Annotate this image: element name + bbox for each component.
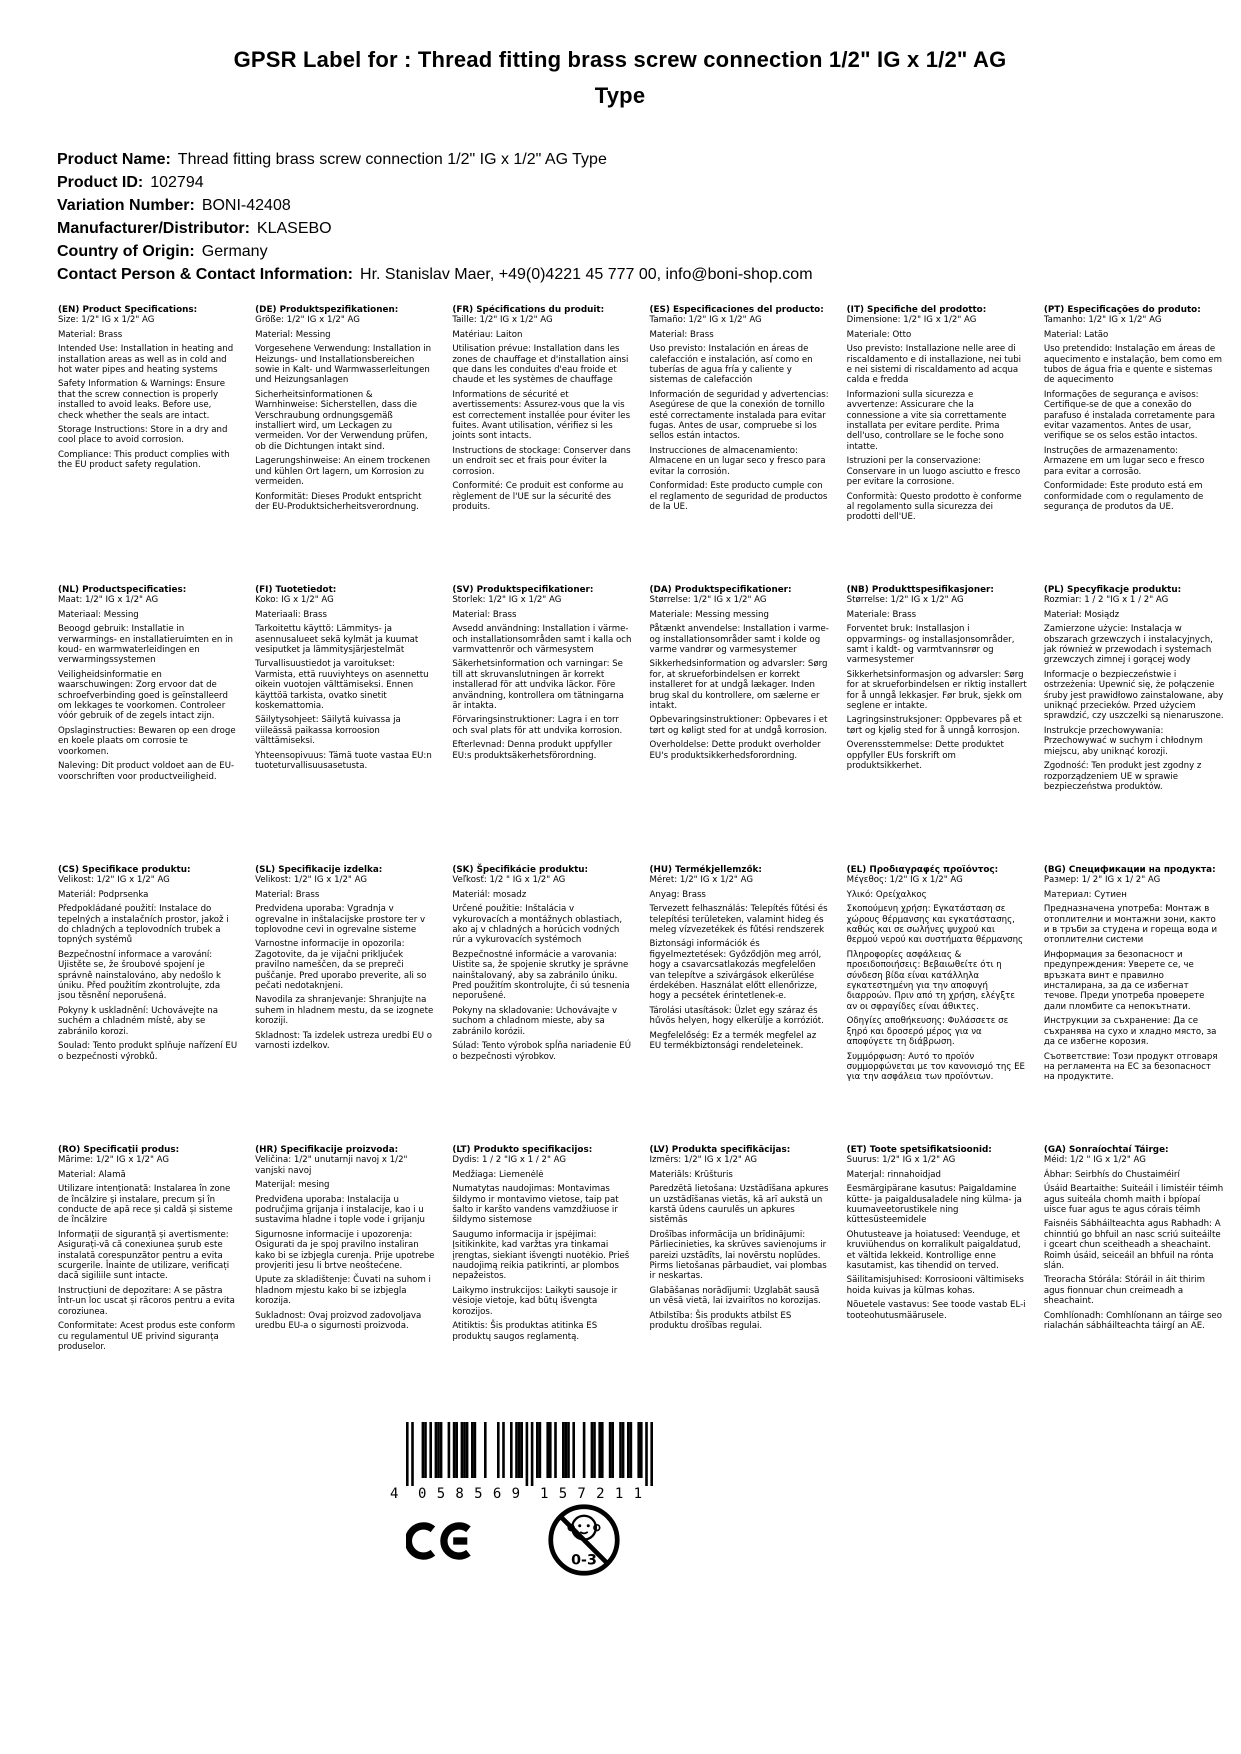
spec-paragraph: Informazioni sulla sicurezza e avvertenze: Assicurare che la connessione a vite sia correttamente installata per evitare perdite. Prima dell'uso, controllare se le foche sono intatte. [846, 389, 1007, 452]
spec-paragraph: Størrelse: 1/2" IG x 1/2" AG [846, 595, 964, 606]
language-heading: (EN) Product Specifications: [58, 305, 198, 315]
spec-paragraph: Vorgesehene Verwendung: Installation in Heizungs- und Installationsbereichen sowie in Kalt- und Warmwasserleitungen und Heizungsanlagen [255, 344, 432, 386]
product-field-value: Thread fitting brass screw connection 1/2" IG x 1/2" AG Type [177, 151, 607, 168]
product-field-label: Manufacturer/Distributor: [57, 220, 250, 237]
spec-paragraph: Avsedd användning: Installation i värme- och installationsområden samt i kalla och varmvattenrör och värmesystem [452, 624, 632, 656]
spec-paragraph: Conformidad: Este producto cumple con el reglamento de seguridad de productos de la UE. [649, 481, 828, 512]
page-title: GPSR Label for : Thread fitting brass screw connection 1/2" IG x 1/2" AG Type [233, 47, 1007, 108]
spec-paragraph: Beoogd gebruik: Installatie in verwarmings- en installatieruimten en in koud- en warmwaterleidingen en verwarmingssystemen [58, 624, 233, 666]
barcode-digit-group-2: 157211 [540, 1486, 642, 1502]
spec-paragraph: Instrucțiuni de depozitare: A se păstra într-un loc uscat și răcoros pentru a evita coroziunea. [58, 1285, 235, 1317]
spec-paragraph: Comhlíonadh: Comhlíonann an táirge seo rialachán sábháilteachta táirgí an AE. [1043, 1310, 1222, 1332]
language-block-bg [1044, 865, 1224, 1145]
spec-paragraph: Material: Brass [255, 889, 320, 900]
language-heading: (HU) Termékjellemzők: [649, 865, 762, 875]
language-block-ga [1044, 1145, 1224, 1425]
spec-paragraph: Utilisation prévue: Installation dans les zones de chauffage et d'installation ainsi que dans les conduites d'eau froide et chaude et les systèmes de chauffage [452, 344, 629, 386]
language-block-pl [1044, 585, 1224, 865]
spec-paragraph: Turvallisuustiedot ja varoitukset: Varmista, että ruuviyhteys on asennettu oikein vuotojen välttämiseksi. Ennen käyttöä tarkista, ovatko sinetit koskemattomia. [255, 659, 429, 712]
spec-paragraph: Material: Alamă [58, 1169, 126, 1180]
language-block-sv [452, 585, 632, 865]
language-block-pt [1044, 305, 1224, 585]
product-field-label: Product Name: [57, 151, 171, 168]
spec-paragraph: Rozmiar: 1 / 2 "IG x 1 / 2" AG [1043, 595, 1169, 606]
spec-paragraph: Tervezett felhasználás: Telepítés fűtési és telepítési területeken, valamint hideg és meleg vízvezetékek és fűtési rendszerek [649, 904, 828, 936]
barcode-lead-digit: 4 [390, 1486, 399, 1502]
spec-paragraph: Zgodność: Ten produkt jest zgodny z rozporządzeniem UE w sprawie bezpieczeństwa produktów. [1043, 761, 1202, 792]
spec-paragraph: Tamaño: 1/2" IG x 1/2" AG [649, 315, 762, 326]
language-block-it [847, 305, 1027, 585]
spec-paragraph: Predviđena uporaba: Instalacija u područjima grijanja i instalacije, kao i u sustavima hladne i tople vode i grijanju [255, 1194, 425, 1226]
spec-paragraph: Material: Latão [1043, 329, 1109, 340]
spec-paragraph: Materiaali: Brass [255, 609, 327, 620]
spec-paragraph: Méret: 1/2" IG x 1/2" AG [649, 875, 753, 886]
language-block-hu [650, 865, 830, 1145]
spec-paragraph: Utilizare intenționată: Instalarea în zone de încălzire și instalare, precum și în conducte de apă rece și caldă și sisteme de încălzire [58, 1184, 233, 1226]
spec-paragraph: Zamierzone użycie: Instalacja w obszarach grzewczych i instalacyjnych, jak również w przewodach i systemach grzewczych zimnej i gorącej wody [1043, 624, 1213, 666]
language-heading: (SV) Produktspecifikationer: [452, 585, 594, 595]
language-grid [58, 305, 1224, 1425]
spec-paragraph: Drošības informācija un brīdinājumi: Pārliecinieties, ka skrūves savienojums ir pareizi uzstādīts, lai novērstu noplūdes. Pirms lietošanas pārbaudiet, vai plombas ir neskartas. [649, 1229, 827, 1282]
spec-paragraph: Pokyny k uskladnění: Uchovávejte na suchém a chladném místě, aby se zabránilo korozi. [58, 1005, 218, 1037]
spec-paragraph: Glabāšanas norādījumi: Uzglabāt sausā un vēsā vietā, lai izvairītos no korozijas. [649, 1285, 821, 1307]
spec-paragraph: Materiāls: Krūšturis [649, 1169, 733, 1180]
spec-paragraph: Instruções de armazenamento: Armazene em um lugar seco e fresco para evitar a corrosão. [1043, 445, 1205, 477]
language-block-es [650, 305, 830, 585]
spec-paragraph: Velikost: 1/2" IG x 1/2" AG [58, 875, 170, 886]
spec-paragraph: Efterlevnad: Denna produkt uppfyller EU:s produktsäkerhetsförordning. [452, 740, 613, 761]
spec-paragraph: Velikost: 1/2" IG x 1/2" AG [255, 875, 367, 886]
spec-paragraph: Συμμόρφωση: Αυτό το προϊόν συμμορφώνεται με τον κανονισμό της ΕΕ για την ασφάλεια των προϊόντων. [846, 1051, 1025, 1083]
spec-paragraph: Atitiktis: Šis produktas atitinka ES produktų saugos reglamentą. [452, 1321, 598, 1342]
language-heading: (PT) Especificações do produto: [1043, 305, 1201, 315]
spec-paragraph: Laikymo instrukcijos: Laikyti sausoje ir vėsioje vietoje, kad būtų išvengta korozijos. [452, 1285, 618, 1317]
spec-paragraph: Naleving: Dit product voldoet aan de EU-voorschriften voor productveiligheid. [58, 761, 235, 782]
language-block-fi [255, 585, 435, 865]
spec-paragraph: Veľkosť: 1/2 " IG x 1/2" AG [452, 875, 566, 886]
language-block-fr [452, 305, 632, 585]
language-block-sk [452, 865, 632, 1145]
spec-paragraph: Ábhar: Seirbhís do Chustaiméirí [1043, 1169, 1180, 1180]
spec-paragraph: Lagringsinstruksjoner: Oppbevares på et tørt og kjølig sted for å unngå korrosjon. [846, 715, 1022, 736]
language-block-et [847, 1145, 1027, 1425]
spec-paragraph: Izmērs: 1/2" IG x 1/2" AG [649, 1155, 758, 1166]
spec-paragraph: Tamanho: 1/2" IG x 1/2" AG [1043, 315, 1162, 326]
spec-paragraph: Storage Instructions: Store in a dry and cool place to avoid corrosion. [58, 425, 228, 446]
spec-paragraph: Størrelse: 1/2" IG x 1/2" AG [649, 595, 767, 606]
spec-paragraph: Instrukcje przechowywania: Przechowywać w suchym i chłodnym miejscu, aby uniknąć korozji. [1043, 725, 1203, 757]
spec-paragraph: Varnostne informacije in opozorila: Zagotovite, da je vijačni priključek pravilno nameščen, da se prepreči puščanje. Pred uporabo preverite, ali so pečati nedotaknjeni. [255, 939, 427, 992]
language-block-nl [58, 585, 238, 865]
product-info [57, 148, 1187, 286]
age-range-label: 0-3 [571, 1552, 597, 1569]
language-heading: (GA) Sonraíochtaí Táirge: [1043, 1145, 1169, 1155]
language-heading: (HR) Specifikacije proizvoda: [255, 1145, 399, 1155]
spec-paragraph: Sukladnost: Ovaj proizvod zadovoljava uredbu EU-a o sigurnosti proizvoda. [255, 1310, 422, 1332]
language-heading: (CS) Specifikace produktu: [58, 865, 191, 875]
spec-paragraph: Размер: 1/ 2" IG x 1/ 2" AG [1043, 875, 1161, 886]
spec-paragraph: Материал: Сутиен [1043, 889, 1127, 900]
product-field-label: Variation Number: [57, 197, 195, 214]
spec-paragraph: Forventet bruk: Installasjon i oppvarmings- og installasjonsområder, samt i kaldt- og varmtvannsrør og varmesystemer [846, 624, 1015, 666]
spec-paragraph: Veiligheidsinformatie en waarschuwingen: Zorg ervoor dat de schroefverbinding goed is geïnstalleerd om lekkages te voorkomen. Controleer vóór gebruik of de zegels intact zijn. [58, 669, 228, 722]
language-heading: (PL) Specyfikacje produktu: [1043, 585, 1182, 595]
spec-paragraph: Megfelelőség: Ez a termék megfelel az EU termékbiztonsági rendeleteinek. [649, 1030, 817, 1052]
language-heading: (BG) Спецификации на продукта: [1043, 865, 1216, 875]
spec-paragraph: Overholdelse: Dette produkt overholder EU's produktsikkerhedsforordning. [649, 740, 821, 761]
spec-paragraph: Veličina: 1/2" unutarnji navoj x 1/2" vanjski navoj [255, 1155, 408, 1176]
language-heading: (DE) Produktspezifikationen: [255, 305, 399, 315]
spec-paragraph: Uso previsto: Instalación en áreas de calefacción e instalación, así como en tuberías de agua fría y caliente y sistemas de calefacción [649, 344, 813, 386]
spec-paragraph: Lagerungshinweise: An einem trockenen und kühlen Ort lagern, um Korrosion zu vermeiden. [255, 456, 431, 488]
spec-paragraph: Safety Information & Warnings: Ensure that the screw connection is properly installed to avoid leaks. Before use, check whether the seals are intact. [58, 379, 225, 421]
spec-paragraph: Säkerhetsinformation och varningar: Se till att skruvanslutningen är korrekt installerad för att undvika läckor. Före användning, kontrollera om tätningarna är intakta. [452, 659, 624, 712]
spec-paragraph: Conformité: Ce produit est conforme au règlement de l'UE sur la sécurité des produits. [452, 481, 624, 512]
spec-paragraph: Opbevaringsinstruktioner: Opbevares i et tørt og køligt sted for at undgå korrosion. [649, 715, 828, 736]
spec-paragraph: Material: Brass [58, 329, 123, 340]
product-field-value: KLASEBO [256, 220, 332, 237]
language-heading: (ES) Especificaciones del producto: [649, 305, 824, 315]
spec-paragraph: Informații de siguranță și avertismente: Asigurați-vă că conexiunea șurub este instalată corespunzător pentru a evita scurgerile. Înainte de utilizare, verificați dacă sigiliile sunt intacte. [58, 1229, 230, 1282]
language-heading: (SK) Špecifikácie produktu: [452, 865, 589, 875]
product-field-value: 102794 [150, 174, 204, 191]
spec-paragraph: Conformitate: Acest produs este conform cu regulamentul UE privind siguranța produselor. [58, 1321, 236, 1352]
spec-paragraph: Atbilstība: Šis produkts atbilst ES produktu drošības regulai. [649, 1310, 792, 1332]
spec-paragraph: Informacje o bezpieczeństwie i ostrzeżenia: Upewnić się, że połączenie śruby jest prawidłowo zainstalowane, aby uniknąć przecieków. Przed użyciem sprawdzić, czy uszczelki są nienaruszone. [1043, 669, 1224, 722]
spec-paragraph: Medžiaga: Liemenėlė [452, 1169, 544, 1180]
language-heading: (IT) Specifiche del prodotto: [846, 305, 987, 315]
spec-paragraph: Material: Brass [649, 329, 714, 340]
spec-paragraph: Soulad: Tento produkt splňuje nařízení EU o bezpečnosti výrobků. [58, 1041, 238, 1062]
spec-paragraph: Biztonsági információk és figyelmeztetések: Győződjön meg arról, hogy a csavarcsatlakozás megfelelően van telepítve a szivárgások elkerülése érdekében. Használat előtt ellenőrizze, hogy a pecsétek érintetlenek-e. [649, 939, 822, 1002]
product-field-value: Hr. Stanislav Maer, +49(0)4221 45 777 00, info@boni-shop.com [360, 266, 813, 283]
spec-paragraph: Instrucciones de almacenamiento: Almacene en un lugar seco y fresco para evitar la corrosión. [649, 445, 826, 477]
spec-paragraph: Opslaginstructies: Bewaren op een droge en koele plaats om corrosie te voorkomen. [58, 725, 236, 757]
language-block-ro [58, 1145, 238, 1425]
language-heading: (EL) Προδιαγραφές προϊόντος: [846, 865, 999, 875]
spec-paragraph: Saugumo informacija ir įspėjimai: Įsitikinkite, kad varžtas yra tinkamai įrengtas, siekiant išvengti nuotėkio. Prieš naudojimą reikia patikrinti, ar plombos nepažeistos. [452, 1229, 630, 1282]
language-heading: (LT) Produkto specifikacijos: [452, 1145, 593, 1155]
spec-paragraph: Konformität: Dieses Produkt entspricht der EU-Produktsicherheitsverordnung. [255, 491, 422, 512]
spec-paragraph: Tárolási utasítások: Üzlet egy száraz és hűvös helyen, hogy elkerülje a korróziót. [649, 1005, 824, 1027]
spec-paragraph: Sikkerhedsinformation og advarsler: Sørg for, at skrueforbindelsen er korrekt installeret for at undgå lækager. Inden brug skal du kontrollere, om sælerne er intakt. [649, 659, 828, 712]
spec-paragraph: Съответствие: Този продукт отговаря на регламента на ЕС за безопасност на продуктите. [1043, 1051, 1218, 1083]
language-heading: (ET) Toote spetsifikatsioonid: [846, 1145, 992, 1155]
product-field-value: Germany [201, 243, 268, 260]
spec-paragraph: Suurus: 1/2" IG x 1/2" AG [846, 1155, 956, 1166]
spec-paragraph: Materiale: Messing messing [649, 609, 769, 620]
language-heading: (NL) Productspecificaties: [58, 585, 187, 595]
spec-paragraph: Paredzētā lietošana: Uzstādīšana apkures un uzstādīšanas vietās, kā arī aukstā un karstā ūdens caurulēs un apkures sistēmās [649, 1184, 829, 1226]
spec-paragraph: Предназначена употреба: Монтаж в отоплителни и монтажни зони, както и в тръби за студена и гореща вода и отоплителни системи [1043, 904, 1218, 946]
product-field-label: Country of Origin: [57, 243, 195, 260]
language-heading: (RO) Specificații produs: [58, 1145, 180, 1155]
product-field-value: BONI-42408 [201, 197, 291, 214]
product-field [57, 240, 1187, 263]
spec-paragraph: Πληροφορίες ασφάλειας & προειδοποιήσεις: Βεβαιωθείτε ότι η σύνδεση βίδα είναι κατάλληλα εγκατεστημένη για την αποφυγή διαρροών. Πριν από τη χρήση, ελέγξτε αν οι σφραγίδες είναι άθικτες. [846, 949, 1015, 1012]
spec-paragraph: Materiál: mosadz [452, 889, 527, 900]
language-block-de [255, 305, 435, 585]
spec-paragraph: Sikkerhetsinformasjon og advarsler: Sørg for at skrueforbindelsen er riktig installert for å unngå lekkasjer. Før bruk, sjekk om seglene er intakte. [846, 669, 1027, 712]
language-block-lt [452, 1145, 632, 1425]
spec-paragraph: Intended Use: Installation in heating and installation areas as well as in cold and hot water pipes and heating systems [58, 344, 234, 376]
spec-paragraph: Matériau: Laiton [452, 329, 523, 340]
spec-paragraph: Numatytas naudojimas: Montavimas šildymo ir montavimo vietose, taip pat šalto ir karšto vandens vamzdžiuose ir šildymo sistemose [452, 1184, 619, 1226]
spec-paragraph: Předpokládané použití: Instalace do tepelných a instalačních prostor, jakož i do chladných a teplovodních trubek a topných systémů [58, 904, 229, 946]
spec-paragraph: Material: Messing [255, 329, 331, 340]
spec-paragraph: Materiale: Brass [846, 609, 917, 620]
product-field [57, 148, 1187, 171]
language-heading: (DA) Produktspecifikationer: [649, 585, 792, 595]
spec-paragraph: Påtænkt anvendelse: Installation i varme- og installationsområder samt i kolde og varme vandrør og varmesystemer [649, 624, 829, 656]
spec-paragraph: Materijal: mesing [255, 1180, 330, 1191]
spec-paragraph: Säilitamisjuhised: Korrosiooni vältimiseks hoida kuivas ja külmas kohas. [846, 1275, 1024, 1296]
spec-paragraph: Overensstemmelse: Dette produktet oppfyller EUs forskrift om produktsikkerhet. [846, 740, 1004, 772]
spec-paragraph: Pokyny na skladovanie: Uchovávajte v suchom a chladnom mieste, aby sa zabránilo korózii. [452, 1005, 618, 1037]
spec-paragraph: Οδηγίες αποθήκευσης: Φυλάσσετε σε ξηρό και δροσερό μέρος για να αποφύγετε τη διάβρωση. [846, 1016, 1009, 1048]
spec-paragraph: Nõuetele vastavus: See toode vastab EL-i tooteohutusmäärusele. [846, 1300, 1026, 1321]
spec-paragraph: Materiál: Podprsenka [58, 889, 149, 900]
spec-paragraph: Информация за безопасност и предупреждения: Уверете се, че връзката винт е правилно инсталирана, за да се избегнат течове. Преди употреба проверете дали пломбите са непокътнати. [1043, 949, 1205, 1012]
ce-mark-icon [406, 1513, 478, 1569]
product-field-label: Contact Person & Contact Information: [57, 266, 354, 283]
spec-paragraph: Μέγεθος: 1/2" IG x 1/2" AG [846, 875, 963, 886]
spec-paragraph: Σκοπούμενη χρήση: Εγκατάσταση σε χώρους θέρμανσης και εγκατάστασης, καθώς και σε σωλήνες ψυχρού και θερμού νερού και συστήματα θέρμανσης [846, 904, 1024, 946]
spec-paragraph: Materiał: Mosiądz [1043, 609, 1120, 620]
spec-paragraph: Materiale: Otto [846, 329, 912, 340]
spec-paragraph: Инструкции за съхранение: Да се съхранява на сухо и хладно място, за да се избегне корозия. [1043, 1016, 1217, 1048]
spec-paragraph: Bezpečnostné informácie a varovania: Uistite sa, že spojenie skrutky je správne nainštalovaný, aby sa zabránilo úniku. Pred použitím skontrolujte, či sú tesnenia neporušené. [452, 949, 630, 1002]
language-block-en [58, 305, 238, 585]
spec-paragraph: Súlad: Tento výrobok spĺňa nariadenie EÚ o bezpečnosti výrobkov. [452, 1041, 632, 1062]
spec-paragraph: Dydis: 1 / 2 "IG x 1 / 2" AG [452, 1155, 567, 1166]
spec-paragraph: Uso pretendido: Instalação em áreas de aquecimento e instalação, bem como em tubos de água fria e quente e sistemas de aquecimento [1043, 344, 1223, 386]
language-block-el [847, 865, 1027, 1145]
language-block-hr [255, 1145, 435, 1425]
barcode-digit-group-1: 058569 [418, 1486, 520, 1502]
spec-paragraph: Istruzioni per la conservazione: Conservare in un luogo asciutto e fresco per evitare la corrosione. [846, 456, 1021, 488]
spec-paragraph: Sigurnosne informacije i upozorenja: Osigurati da je spoj pravilno instaliran kako bi se izbjegla curenja. Prije upotrebe provjeriti jesu li brtve neoštećene. [255, 1229, 435, 1272]
spec-paragraph: Eesmärgipärane kasutus: Paigaldamine kütte- ja paigaldusaladele ning külma- ja kuumaveetorustikele ning küttesüsteemidele [846, 1184, 1022, 1226]
spec-paragraph: Materjal: rinnahoidjad [846, 1169, 941, 1180]
language-heading: (LV) Produkta specifikācijas: [649, 1145, 791, 1155]
product-field [57, 171, 1187, 194]
product-field [57, 194, 1187, 217]
spec-paragraph: Informações de segurança e avisos: Certifique-se de que a conexão do parafuso é instalada corretamente para evitar vazamentos. Antes de usar, verifique se os selos estão intactos. [1043, 389, 1216, 442]
spec-paragraph: Uso previsto: Installazione nelle aree di riscaldamento e di installazione, nei tubi e nei sistemi di riscaldamento ad acqua calda e fredda [846, 344, 1022, 386]
spec-paragraph: Ohutusteave ja hoiatused: Veenduge, et kruviühendus on korralikult paigaldatud, et vältida lekkeid. Kontrollige enne kasutamist, kas tihendid on terved. [846, 1229, 1021, 1272]
spec-paragraph: Sicherheitsinformationen & Warnhinweise: Sicherstellen, dass die Verschraubung ordnungsgemäß installiert wird, um Leckagen zu vermeiden. Vor der Verwendung prüfen, ob die Dichtungen intakt sind. [255, 389, 428, 452]
spec-paragraph: Mărime: 1/2" IG x 1/2" AG [58, 1155, 170, 1166]
barcode [388, 1422, 668, 1506]
spec-paragraph: Bezpečnostní informace a varování: Ujistěte se, že šroubové spojení je správně nainstalováno, aby nedošlo k úniku. Před použitím zkontrolujte, zda jsou těsnění neporušená. [58, 949, 221, 1002]
spec-paragraph: Material: Brass [452, 609, 517, 620]
language-block-da [650, 585, 830, 865]
spec-paragraph: Conformidade: Este produto está em conformidade com o regulamento de segurança de produtos da UE. [1043, 481, 1204, 512]
spec-paragraph: Treoracha Stórála: Stóráil in áit thirim agus fionnuar chun creimeadh a sheachaint. [1043, 1275, 1206, 1307]
spec-paragraph: Faisnéis Sábháilteachta agus Rabhadh: A chinntiú go bhfuil an nasc scriú suiteáilte i gceart chun sceitheadh a sheachaint. Roimh úsáid, seiceáil an bhfuil na rónta slán. [1043, 1219, 1221, 1272]
language-heading: (NB) Produkttspesifikasjoner: [846, 585, 994, 595]
language-heading: (FI) Tuotetiedot: [255, 585, 337, 595]
spec-paragraph: Compliance: This product complies with the EU product safety regulation. [58, 449, 230, 471]
spec-paragraph: Instructions de stockage: Conserver dans un endroit sec et frais pour éviter la corrosion. [452, 445, 631, 477]
spec-paragraph: Úsáid Beartaithe: Suiteáil i limistéir téimh agus suiteála chomh maith i bpíopaí uisce fuar agus te agus córais téimh [1043, 1184, 1224, 1216]
language-block-sl [255, 865, 435, 1145]
spec-paragraph: Taille: 1/2" IG x 1/2" AG [452, 315, 553, 326]
spec-paragraph: Información de seguridad y advertencias: Asegúrese de que la conexión de tornillo esté correctamente instalada para evitar fugas. Antes de usar, compruebe si los sellos están intactos. [649, 389, 829, 442]
product-field [57, 217, 1187, 240]
spec-paragraph: Storlek: 1/2" IG x 1/2" AG [452, 595, 562, 606]
spec-paragraph: Materiaal: Messing [58, 609, 139, 620]
language-heading: (FR) Spécifications du produit: [452, 305, 605, 315]
spec-paragraph: Upute za skladištenje: Čuvati na suhom i hladnom mjestu kako bi se izbjegla korozija. [255, 1275, 431, 1307]
spec-paragraph: Conformità: Questo prodotto è conforme al regolamento sulla sicurezza dei prodotti dell'UE. [846, 491, 1022, 523]
spec-paragraph: Navodila za shranjevanje: Shranjujte na suhem in hladnem mestu, da se izognete koroziji. [255, 995, 434, 1027]
spec-paragraph: Informations de sécurité et avertissements: Assurez-vous que la vis est correctement installée pour éviter les fuites. Avant utilisation, vérifiez si les joints sont intacts. [452, 389, 631, 442]
spec-paragraph: Υλικό: Ορείχαλκος [846, 889, 927, 900]
spec-paragraph: Größe: 1/2" IG x 1/2" AG [255, 315, 360, 326]
spec-paragraph: Predvidena uporaba: Vgradnja v ogrevalne in inštalacijske prostore ter v toplovodne cevi in ogrevalne sisteme [255, 904, 426, 936]
spec-paragraph: Size: 1/2" IG x 1/2" AG [58, 315, 155, 326]
spec-paragraph: Dimensione: 1/2" IG x 1/2" AG [846, 315, 977, 326]
spec-paragraph: Koko: IG x 1/2" AG [255, 595, 334, 606]
spec-paragraph: Určené použitie: Inštalácia v vykurovacích a montážnych oblastiach, ako aj v chladných a horúcich vodných rúr a vykurovacích systémoch [452, 904, 623, 946]
language-block-nb [847, 585, 1027, 865]
spec-paragraph: Yhteensopivuus: Tämä tuote vastaa EU:n tuoteturvallisuusasetusta. [255, 750, 432, 772]
language-heading: (SL) Specifikacije izdelka: [255, 865, 383, 875]
spec-paragraph: Förvaringsinstruktioner: Lagra i en torr och sval plats för att undvika korrosion. [452, 715, 623, 736]
spec-paragraph: Säilytysohjeet: Säilytä kuivassa ja viileässä paikassa korroosion välttämiseksi. [255, 715, 401, 747]
spec-paragraph: Méid: 1/2 " IG x 1/2" AG [1043, 1155, 1146, 1166]
product-field [57, 263, 1187, 286]
age-warning-icon [546, 1501, 622, 1579]
language-block-cs [58, 865, 238, 1145]
product-field-label: Product ID: [57, 174, 144, 191]
language-block-lv [650, 1145, 830, 1425]
spec-paragraph: Maat: 1/2" IG x 1/2" AG [58, 595, 159, 606]
spec-paragraph: Tarkoitettu käyttö: Lämmitys- ja asennusalueet sekä kylmät ja kuumat vesiputket ja lämmitysjärjestelmät [255, 624, 419, 656]
spec-paragraph: Anyag: Brass [649, 889, 706, 900]
spec-paragraph: Skladnost: Ta izdelek ustreza uredbi EU o varnosti izdelkov. [255, 1030, 432, 1052]
